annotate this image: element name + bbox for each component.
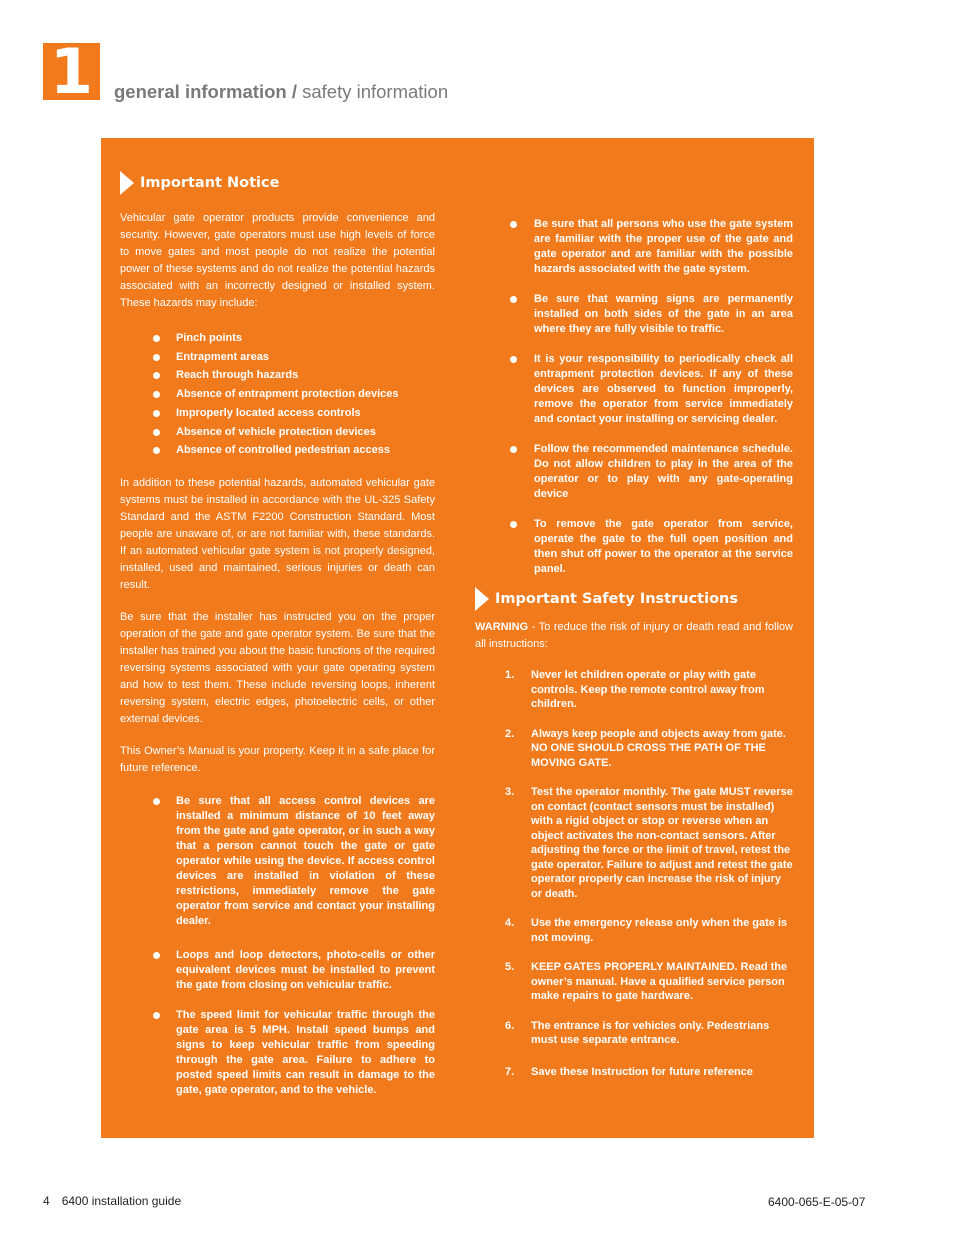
list-item: Be sure that all access control devices are installed a minimum distance of 10 feet away from the gate and gate operator, or in such a way that a person cannot touch the gate or gate operator while using the device. If access control devices are installed in violation of these restrictions, immediately remove the gate operator from service and contact your installing dealer. (120, 794, 435, 929)
safety-instructions-title: Important Safety Instructions (495, 591, 738, 607)
list-item: Entrapment areas (120, 348, 435, 367)
bullet-icon (153, 429, 160, 436)
bullet-icon (153, 447, 160, 454)
list-item: 5. KEEP GATES PROPERLY MAINTAINED. Read the owner’s manual. Have a qualified service person make repairs to gate hardware. (505, 961, 788, 1002)
left-bullet-list (120, 794, 435, 1098)
page-header (114, 81, 448, 103)
page-number: 4 (43, 1194, 50, 1208)
bullet-icon (153, 335, 160, 342)
bullet-icon (153, 798, 160, 805)
bullet-icon (153, 410, 160, 417)
header-section: general information / (114, 81, 297, 102)
list-item: Absence of vehicle protection devices (120, 423, 435, 442)
bullet-icon (510, 446, 517, 453)
list-item: Reach through hazards (120, 366, 435, 385)
safety-instructions-heading (475, 587, 793, 611)
list-item: Absence of entrapment protection devices (120, 385, 435, 404)
safety-instruction-list (475, 668, 793, 1079)
list-item: 4. Use the emergency release only when the gate is not moving. (505, 917, 788, 944)
bullet-icon (510, 521, 517, 528)
list-item: Improperly located access controls (120, 404, 435, 423)
list-item: 6. The entrance is for vehicles only. Pedestrians must use separate entrance. (505, 1019, 770, 1046)
chapter-number: 1 (43, 43, 100, 100)
hazard-list (120, 329, 435, 460)
bullet-icon (510, 356, 517, 363)
list-item: Follow the recommended maintenance schedule. Do not allow children to play in the area of the operator or to play with any gate-operating device (475, 442, 793, 502)
list-item: 7. Save these Instruction for future reference (505, 1065, 753, 1078)
list-item: The speed limit for vehicular traffic through the gate area is 5 MPH. Install speed bumps and signs to keep vehicular traffic from speeding through the gate area. Failure to adhere to posted speed limits can result in damage to the gate, gate operator, and to the vehicle. (120, 1008, 435, 1098)
header-subsection: safety information (296, 81, 449, 102)
notice-paragraph-2: In addition to these potential hazards, automated vehicular gate systems must be installed in accordance with the UL-325 Safety Standard and the ASTM F2200 Construction Standard. Most people are unaware of, or are not familiar with, these standards. If an automated vehicular gate system is not properly designed, installed, used and maintained, serious injuries or death can result. (120, 476, 435, 591)
bullet-icon (153, 1012, 160, 1019)
bullet-icon (153, 391, 160, 398)
important-notice-title: Important Notice (140, 175, 280, 191)
bullet-icon (510, 221, 517, 228)
safety-panel (101, 138, 814, 1138)
list-item: Pinch points (120, 329, 435, 348)
right-bullet-list (475, 217, 793, 577)
important-notice-heading (120, 171, 435, 195)
list-item: Be sure that warning signs are permanently installed on both sides of the gate in an area where they are fully visible to traffic. (475, 292, 793, 337)
list-item: 1. Never let children operate or play with gate controls. Keep the remote control away from children. (505, 669, 765, 710)
list-item: Absence of controlled pedestrian access (120, 441, 435, 460)
list-item: 2. Always keep people and objects away from gate. NO ONE SHOULD CROSS THE PATH OF THE MOVING GATE. (505, 727, 786, 769)
page-footer-left (43, 1194, 181, 1208)
warning-label: WARNING (475, 621, 529, 633)
guide-title: 6400 installation guide (61, 1194, 182, 1208)
list-item: Loops and loop detectors, photo-cells or other equivalent devices must be installed to prevent the gate from closing on vehicular traffic. (120, 948, 435, 993)
triangle-arrow-icon (475, 587, 489, 611)
triangle-arrow-icon (120, 171, 134, 195)
left-column (120, 138, 435, 1098)
right-column (475, 138, 793, 1079)
bullet-icon (153, 372, 160, 379)
notice-intro: Vehicular gate operator products provide convenience and security. However, gate operators must use high levels of force to move gates and most people do not realize the potential power of these systems and do not realize the potential hazards associated with an incorrectly designed or installed system. These hazards may include: (120, 212, 435, 309)
list-item: To remove the gate operator from service, operate the gate to the full open position and then shut off power to the operator at the service panel. (475, 517, 793, 577)
notice-paragraph-4: This Owner’s Manual is your property. Keep it in a safe place for future reference. (120, 744, 435, 774)
list-item: Be sure that all persons who use the gate system are familiar with the proper use of the gate and gate operator and are familiar with the possible hazards associated with the gate system. (475, 217, 793, 277)
document-code: 6400-065-E-05-07 (768, 1195, 866, 1209)
notice-paragraph-3: Be sure that the installer has instructed you on the proper operation of the gate and gate operator system. Be sure that the installer has trained you about the basic functions of the required reversing systems associated with your gate operating system and how to test them. These include reversing loops, inherent reversing system, electric edges, photoelectric cells, or other external devices. (120, 610, 435, 725)
warning-paragraph (475, 619, 793, 653)
list-item: It is your responsibility to periodically check all entrapment protection devices. If any of these devices are observed to function improperly, remove the operator from service immediately and contact your installing or servicing dealer. (475, 352, 793, 427)
bullet-icon (153, 354, 160, 361)
warning-text: - To reduce the risk of injury or death read and follow all instructions: (475, 621, 793, 650)
bullet-icon (510, 296, 517, 303)
list-item: 3. Test the operator monthly. The gate MUST reverse on contact (contact sensors must be installed) with a rigid object or stop or reverse when an object activates the non-contact sensors. After adjusting the force or the limit of travel, retest the gate operator. Failure to adjust and retest the gate operator properly can increase the risk of injury or death. (505, 786, 793, 900)
bullet-icon (153, 952, 160, 959)
